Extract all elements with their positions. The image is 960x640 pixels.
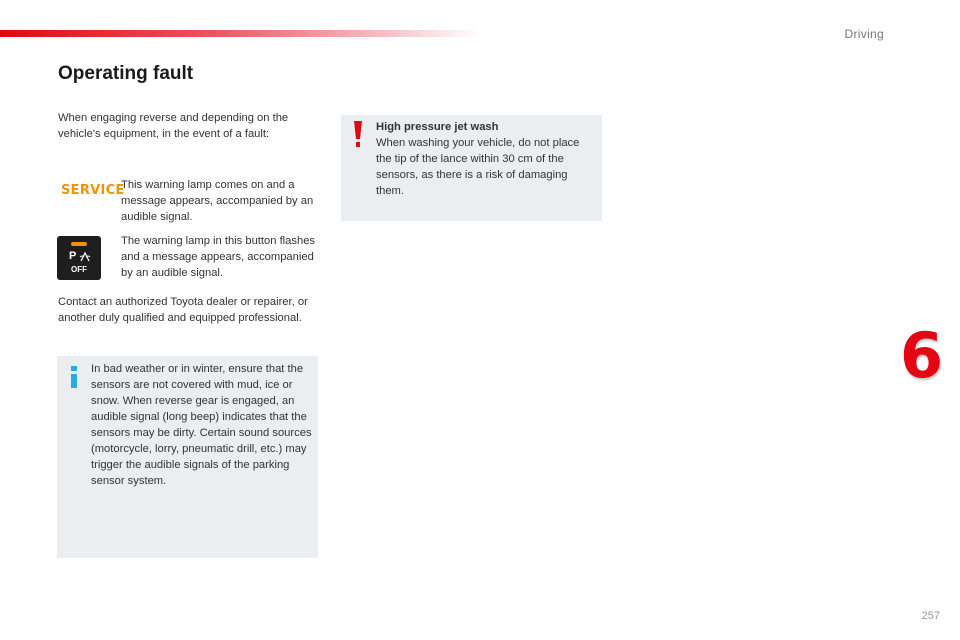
info-note-box <box>57 356 318 558</box>
warning-note-title: High pressure jet wash <box>376 121 499 133</box>
page-title: Operating fault <box>58 63 194 84</box>
sensor-waves-icon <box>79 250 91 262</box>
page-number: 257 <box>921 610 940 622</box>
warning-note-text: When washing your vehicle, do not place the tip of the lance within 30 cm of the sensors, as there is a risk of damaging them. <box>376 137 580 197</box>
chapter-number: 6 <box>900 319 944 392</box>
service-warning-lamp-icon: SERVICE <box>61 183 125 198</box>
button-warning-lamp <box>71 242 87 246</box>
contact-text: Contact an authorized Toyota dealer or repairer, or another duly qualified and equipped professional. <box>58 296 308 324</box>
park-symbol: P <box>69 250 77 262</box>
intro-text: When engaging reverse and depending on the vehicle's equipment, in the event of a fault: <box>58 112 289 140</box>
section-label: Driving <box>844 27 884 41</box>
service-lamp-description: This warning lamp comes on and a message appears, accompanied by an audible signal. <box>121 179 314 223</box>
off-label: OFF <box>71 265 87 274</box>
warning-exclamation-icon <box>353 121 363 147</box>
warning-note-box <box>341 115 602 221</box>
info-note-text: In bad weather or in winter, ensure that the sensors are not covered with mud, ice or snow. When reverse gear is engaged, an audible signal (long beep) indicates that the sensors may be dirty. Certain sound sources (motorcycle, lorry, pneumatic drill, etc.) may trigger the audible signals of the parking sensor system. <box>91 363 312 487</box>
park-sensor-off-button-icon <box>57 236 101 280</box>
info-icon <box>67 366 81 388</box>
header-accent-bar <box>0 30 480 37</box>
button-lamp-description: The warning lamp in this button flashes and a message appears, accompanied by an audible signal. <box>121 235 316 279</box>
